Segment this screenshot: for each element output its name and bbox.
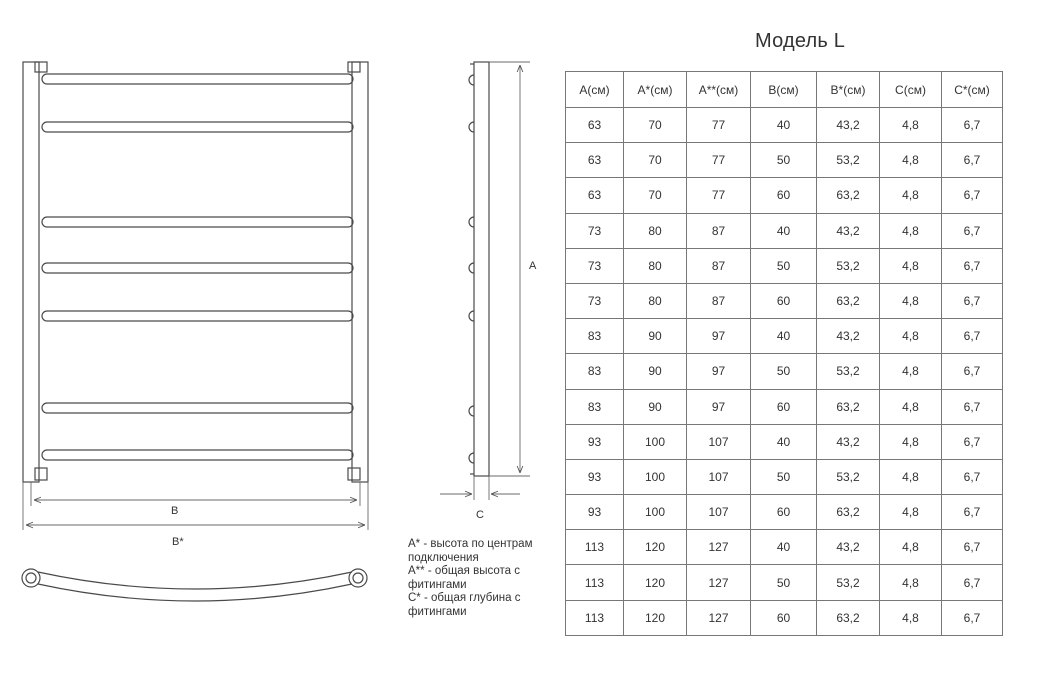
cell-a-double-star: 97 — [687, 389, 751, 424]
cell-b-star: 53,2 — [817, 248, 880, 283]
cell-c-star: 6,7 — [942, 213, 1003, 248]
side-rung-ends — [469, 75, 474, 463]
cell-b: 40 — [751, 530, 817, 565]
cell-b: 60 — [751, 389, 817, 424]
cell-b-star: 53,2 — [817, 354, 880, 389]
cell-c-star: 6,7 — [942, 178, 1003, 213]
cell-c-star: 6,7 — [942, 459, 1003, 494]
cell-b-star: 43,2 — [817, 319, 880, 354]
table-row — [566, 530, 1003, 565]
cell-c: 4,8 — [880, 143, 942, 178]
cell-a-star: 120 — [624, 600, 687, 635]
cell-a-star: 100 — [624, 495, 687, 530]
cell-b-star: 43,2 — [817, 108, 880, 143]
header-a-double-star: A**(см) — [687, 72, 751, 108]
cell-b-star: 63,2 — [817, 495, 880, 530]
cell-a: 93 — [566, 424, 624, 459]
left-rail — [23, 62, 39, 482]
cell-a: 73 — [566, 213, 624, 248]
cell-a: 73 — [566, 283, 624, 318]
table-row — [566, 319, 1003, 354]
top-left-cap — [35, 62, 47, 72]
cell-c-star: 6,7 — [942, 565, 1003, 600]
cell-c: 4,8 — [880, 213, 942, 248]
side-rung-end — [469, 406, 474, 416]
cell-a: 83 — [566, 319, 624, 354]
top-view-arc-lower — [38, 584, 352, 601]
cell-a-double-star: 107 — [687, 495, 751, 530]
bottom-right-cap — [348, 468, 360, 480]
cell-c: 4,8 — [880, 248, 942, 283]
cell-b: 40 — [751, 424, 817, 459]
dimension-b-label: B — [171, 505, 179, 517]
side-rung-end — [469, 122, 474, 132]
table-header-row — [566, 72, 1003, 108]
cell-b: 40 — [751, 108, 817, 143]
cell-a-double-star: 127 — [687, 565, 751, 600]
cell-b: 40 — [751, 319, 817, 354]
cell-c: 4,8 — [880, 565, 942, 600]
side-rung-end — [469, 311, 474, 321]
left-fitting-circle — [22, 569, 40, 587]
table-row — [566, 389, 1003, 424]
cell-c: 4,8 — [880, 319, 942, 354]
cell-a-star: 100 — [624, 459, 687, 494]
rung — [42, 450, 353, 460]
cell-b-star: 43,2 — [817, 530, 880, 565]
rung — [42, 403, 353, 413]
cell-a: 73 — [566, 248, 624, 283]
model-title: Модель L — [755, 30, 846, 52]
cell-c-star: 6,7 — [942, 319, 1003, 354]
cell-b: 60 — [751, 495, 817, 530]
cell-a: 113 — [566, 600, 624, 635]
header-c: C(см) — [880, 72, 942, 108]
cell-c-star: 6,7 — [942, 495, 1003, 530]
cell-b-star: 63,2 — [817, 178, 880, 213]
cell-a-star: 120 — [624, 565, 687, 600]
side-rung-end — [469, 263, 474, 273]
cell-a-star: 100 — [624, 424, 687, 459]
side-rung-end — [469, 75, 474, 85]
cell-a: 113 — [566, 530, 624, 565]
dimension-b-star-label: B* — [172, 536, 184, 548]
cell-c: 4,8 — [880, 354, 942, 389]
cell-a-double-star: 107 — [687, 459, 751, 494]
table-row — [566, 248, 1003, 283]
table-row — [566, 213, 1003, 248]
cell-a: 63 — [566, 178, 624, 213]
cell-a-double-star: 77 — [687, 178, 751, 213]
side-rail — [474, 62, 489, 476]
side-rung-end — [469, 217, 474, 227]
cell-c-star: 6,7 — [942, 354, 1003, 389]
front-view — [23, 62, 368, 548]
cell-c: 4,8 — [880, 600, 942, 635]
cell-c: 4,8 — [880, 389, 942, 424]
cell-b: 40 — [751, 213, 817, 248]
dimension-a-label: A — [529, 260, 537, 272]
cell-a-star: 70 — [624, 108, 687, 143]
cell-b: 50 — [751, 248, 817, 283]
rung — [42, 74, 353, 84]
dimensions-table — [565, 71, 1003, 636]
top-right-cap — [348, 62, 360, 72]
cell-a: 83 — [566, 389, 624, 424]
cell-b-star: 63,2 — [817, 389, 880, 424]
table-row — [566, 108, 1003, 143]
cell-b-star: 63,2 — [817, 283, 880, 318]
cell-a: 83 — [566, 354, 624, 389]
cell-a-star: 90 — [624, 389, 687, 424]
cell-a-double-star: 77 — [687, 143, 751, 178]
cell-c: 4,8 — [880, 108, 942, 143]
cell-c: 4,8 — [880, 424, 942, 459]
cell-b: 50 — [751, 143, 817, 178]
note-c-star: C* - общая глубина с фитингами — [408, 592, 521, 618]
cell-a-star: 90 — [624, 354, 687, 389]
cell-a-star: 70 — [624, 143, 687, 178]
header-a: A(см) — [566, 72, 624, 108]
cell-a-double-star: 87 — [687, 213, 751, 248]
cell-c-star: 6,7 — [942, 424, 1003, 459]
cell-c-star: 6,7 — [942, 108, 1003, 143]
note-a-star: A* - высота по центрам подключения — [408, 538, 533, 564]
cell-c-star: 6,7 — [942, 248, 1003, 283]
rung — [42, 217, 353, 227]
table-row — [566, 495, 1003, 530]
rung — [42, 263, 353, 273]
dimension-c-label: C — [476, 509, 484, 521]
top-view — [22, 569, 367, 601]
table-row — [566, 354, 1003, 389]
rung — [42, 122, 353, 132]
table-row — [566, 459, 1003, 494]
cell-a: 113 — [566, 565, 624, 600]
rung — [42, 311, 353, 321]
cell-a-double-star: 127 — [687, 530, 751, 565]
cell-a-double-star: 77 — [687, 108, 751, 143]
cell-b-star: 53,2 — [817, 143, 880, 178]
cell-c-star: 6,7 — [942, 530, 1003, 565]
table-row — [566, 424, 1003, 459]
cell-b-star: 53,2 — [817, 459, 880, 494]
cell-a-star: 80 — [624, 213, 687, 248]
cell-b: 50 — [751, 565, 817, 600]
table-row — [566, 600, 1003, 635]
cell-a-star: 80 — [624, 248, 687, 283]
cell-a-double-star: 87 — [687, 283, 751, 318]
cell-a-star: 80 — [624, 283, 687, 318]
cell-c-star: 6,7 — [942, 143, 1003, 178]
cell-b-star: 43,2 — [817, 424, 880, 459]
cell-a-star: 70 — [624, 178, 687, 213]
header-b-star: B*(см) — [817, 72, 880, 108]
cell-a: 63 — [566, 108, 624, 143]
header-b: B(см) — [751, 72, 817, 108]
side-view — [440, 62, 537, 521]
cell-c: 4,8 — [880, 530, 942, 565]
top-view-arc-upper — [38, 572, 352, 589]
cell-c: 4,8 — [880, 459, 942, 494]
cell-c: 4,8 — [880, 495, 942, 530]
right-fitting-circle — [349, 569, 367, 587]
cell-b-star: 63,2 — [817, 600, 880, 635]
cell-a-double-star: 97 — [687, 319, 751, 354]
cell-c: 4,8 — [880, 283, 942, 318]
cell-c-star: 6,7 — [942, 283, 1003, 318]
right-rail — [352, 62, 368, 482]
cell-a-double-star: 107 — [687, 424, 751, 459]
table-row — [566, 283, 1003, 318]
cell-b: 60 — [751, 283, 817, 318]
header-c-star: C*(см) — [942, 72, 1003, 108]
cell-a: 93 — [566, 495, 624, 530]
cell-a: 63 — [566, 143, 624, 178]
footnotes — [408, 538, 568, 619]
cell-b: 60 — [751, 600, 817, 635]
note-a-double-star: A** - общая высота с фитингами — [408, 565, 520, 591]
cell-a-double-star: 87 — [687, 248, 751, 283]
cell-b: 50 — [751, 354, 817, 389]
cell-b-star: 53,2 — [817, 565, 880, 600]
table-row — [566, 178, 1003, 213]
cell-c-star: 6,7 — [942, 389, 1003, 424]
table-row — [566, 143, 1003, 178]
cell-a: 93 — [566, 459, 624, 494]
cell-b: 60 — [751, 178, 817, 213]
cell-c: 4,8 — [880, 178, 942, 213]
header-a-star: A*(см) — [624, 72, 687, 108]
side-rung-end — [469, 453, 474, 463]
cell-a-star: 120 — [624, 530, 687, 565]
cell-a-double-star: 97 — [687, 354, 751, 389]
table-row — [566, 565, 1003, 600]
cell-b-star: 43,2 — [817, 213, 880, 248]
cell-c-star: 6,7 — [942, 600, 1003, 635]
cell-a-star: 90 — [624, 319, 687, 354]
cell-a-double-star: 127 — [687, 600, 751, 635]
rungs — [42, 74, 353, 460]
cell-b: 50 — [751, 459, 817, 494]
bottom-left-cap — [35, 468, 47, 480]
